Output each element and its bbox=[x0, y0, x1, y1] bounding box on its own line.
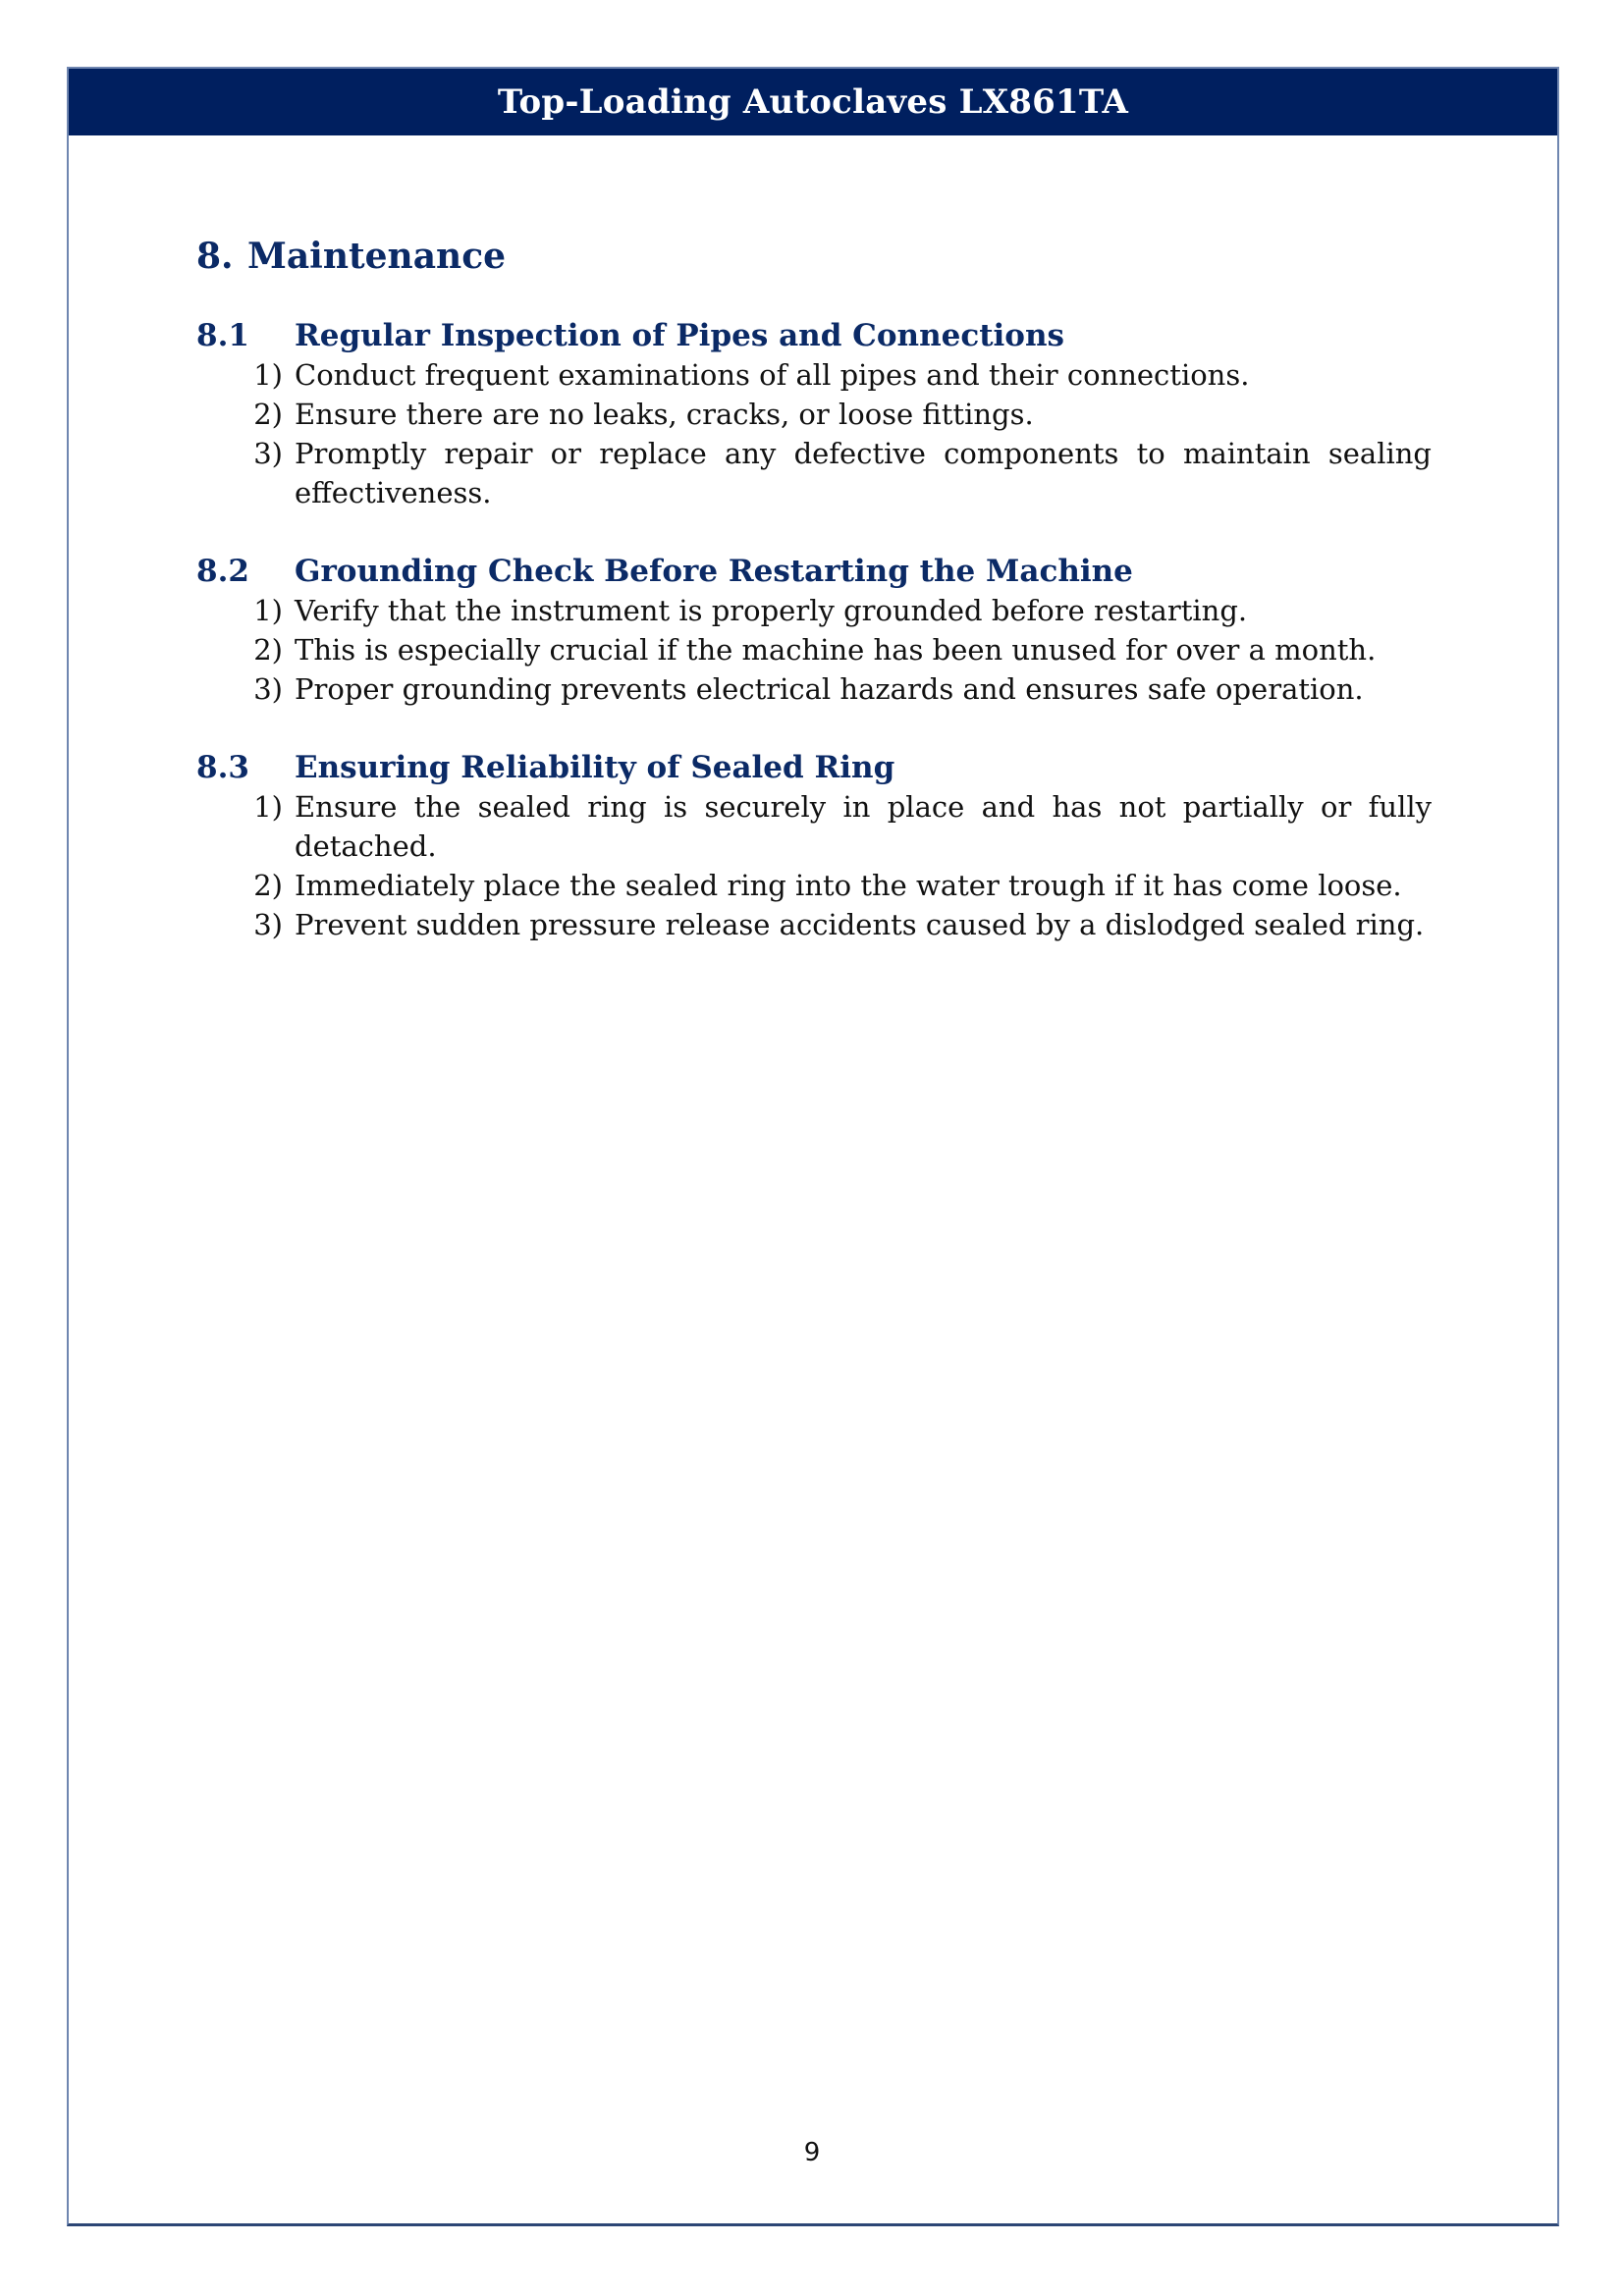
item-text: Ensure the sealed ring is securely in place and has not partially or fully detached. bbox=[295, 790, 1432, 863]
list-item bbox=[196, 787, 1432, 866]
item-marker: 3) bbox=[253, 672, 283, 706]
item-text: Immediately place the sealed ring into the water trough if it has come loose. bbox=[295, 869, 1402, 902]
subsection-number: 8.1 bbox=[196, 318, 249, 353]
subsection-title: Ensuring Reliability of Sealed Ring bbox=[295, 750, 895, 785]
list-item bbox=[196, 669, 1432, 709]
item-text: Promptly repair or replace any defective components to maintain sealing effectiveness. bbox=[295, 437, 1432, 509]
item-text: Prevent sudden pressure release accidents caused by a dislodged sealed ring. bbox=[295, 908, 1425, 941]
header-band bbox=[69, 69, 1557, 135]
list-item bbox=[196, 905, 1432, 944]
page-content bbox=[196, 236, 1432, 984]
item-marker: 3) bbox=[253, 908, 283, 941]
subsection-title: Grounding Check Before Restarting the Machine bbox=[295, 554, 1133, 589]
subsection-number: 8.3 bbox=[196, 750, 249, 785]
page-number: 9 bbox=[803, 2138, 821, 2167]
item-marker: 2) bbox=[253, 869, 283, 902]
item-text: Conduct frequent examinations of all pipes and their connections. bbox=[295, 358, 1250, 392]
list-item bbox=[196, 355, 1432, 395]
section-heading bbox=[196, 236, 1432, 277]
item-text: Ensure there are no leaks, cracks, or loose fittings. bbox=[295, 398, 1034, 431]
list-item bbox=[196, 395, 1432, 434]
item-list bbox=[196, 787, 1432, 944]
list-item bbox=[196, 591, 1432, 630]
item-list bbox=[196, 591, 1432, 709]
subsection-heading bbox=[196, 552, 1432, 591]
item-marker: 3) bbox=[253, 437, 283, 470]
item-marker: 1) bbox=[253, 358, 283, 392]
item-marker: 2) bbox=[253, 633, 283, 667]
subsection-heading bbox=[196, 316, 1432, 355]
list-item bbox=[196, 866, 1432, 905]
item-list bbox=[196, 355, 1432, 512]
item-text: Verify that the instrument is properly grounded before restarting. bbox=[295, 594, 1248, 627]
item-text: This is especially crucial if the machine has been unused for over a month. bbox=[295, 633, 1377, 667]
subsection-8-3 bbox=[196, 748, 1432, 944]
list-item bbox=[196, 434, 1432, 512]
item-text: Proper grounding prevents electrical hazards and ensures safe operation. bbox=[295, 672, 1364, 706]
section-number: 8. bbox=[196, 236, 234, 277]
subsection-8-2 bbox=[196, 552, 1432, 709]
item-marker: 1) bbox=[253, 790, 283, 824]
item-marker: 1) bbox=[253, 594, 283, 627]
section-title: Maintenance bbox=[247, 236, 507, 277]
subsection-heading bbox=[196, 748, 1432, 787]
subsection-title: Regular Inspection of Pipes and Connections bbox=[295, 318, 1064, 353]
document-title: Top-Loading Autoclaves LX861TA bbox=[497, 82, 1129, 122]
item-marker: 2) bbox=[253, 398, 283, 431]
subsection-number: 8.2 bbox=[196, 554, 249, 589]
list-item bbox=[196, 630, 1432, 669]
subsection-8-1 bbox=[196, 316, 1432, 512]
